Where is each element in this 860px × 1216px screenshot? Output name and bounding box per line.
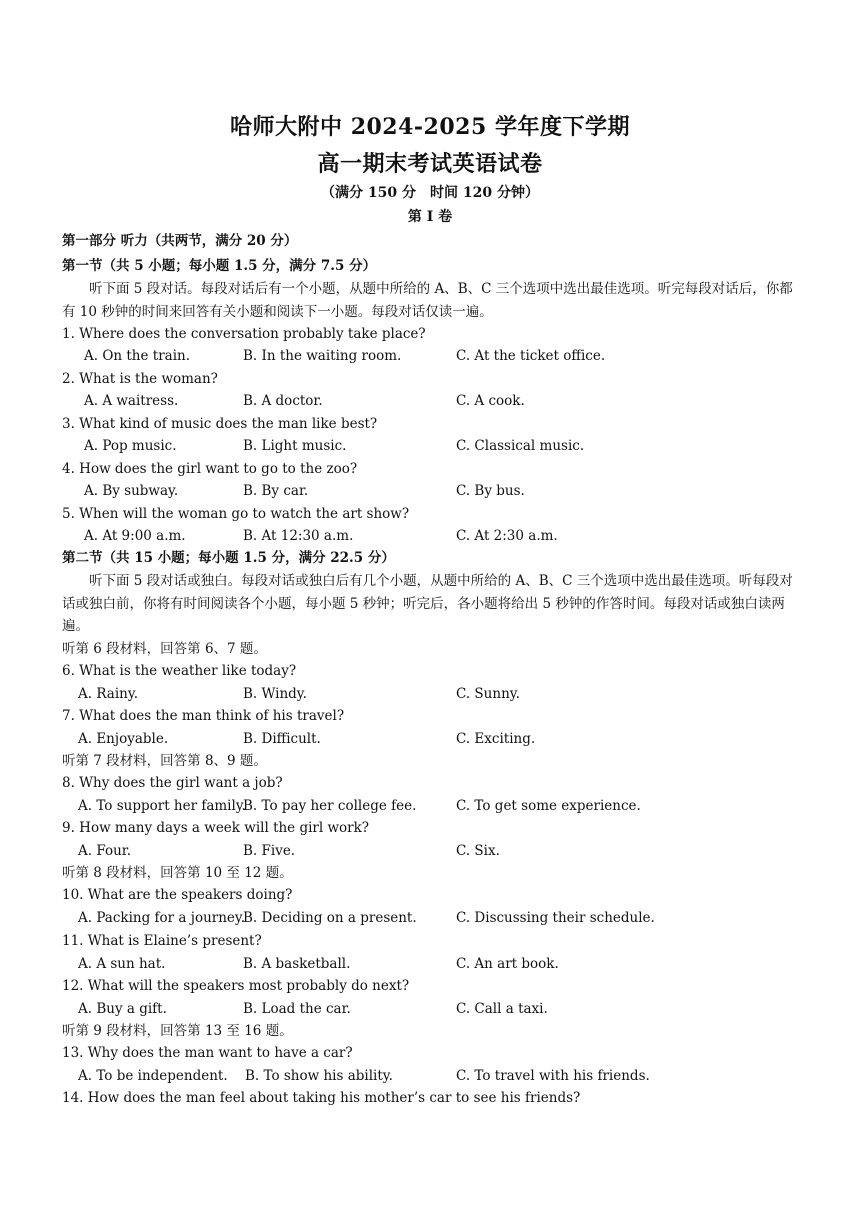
question-stem: 8. Why does the girl want a job? xyxy=(62,775,283,791)
question-stem: 4. How does the girl want to go to the zoo? xyxy=(62,461,358,477)
question-stem: 11. What is Elaine’s present? xyxy=(62,933,262,949)
section2-heading: 第二节（共 15 小题；每小题 1.5 分，满分 22.5 分） xyxy=(62,550,395,566)
question-stem: 9. How many days a week will the girl work? xyxy=(62,820,370,836)
section1-heading: 第一节（共 5 小题；每小题 1.5 分，满分 7.5 分） xyxy=(62,258,377,274)
option-c: C. Classical music. xyxy=(456,438,585,454)
section2-instructions: 听下面 5 段对话或独白。每段对话或独白后有几个小题，从题中所给的 A、B、C 三个选项中选出最佳选项。听每段对话或独白前，你将有时间阅读各个小题，每小题 5 秒钟；听完后，各小题将给出 5 秒钟的作答时间。每段对话或独白读两遍。 xyxy=(62,573,793,634)
group-label: 听第 8 段材料，回答第 10 至 12 题。 xyxy=(62,865,293,881)
option-b: B. A basketball. xyxy=(243,956,351,972)
question-stem: 1. Where does the conversation probably take place? xyxy=(62,326,426,342)
option-b: B. Deciding on a present. xyxy=(243,910,417,926)
option-a: A. Enjoyable. xyxy=(78,731,169,747)
option-b: B. By car. xyxy=(243,483,309,499)
option-a: A. A sun hat. xyxy=(78,956,166,972)
option-a: A. Rainy. xyxy=(78,686,138,702)
option-c: C. Six. xyxy=(456,843,500,859)
option-c: C. Sunny. xyxy=(456,686,520,702)
option-a: A. To support her family. xyxy=(78,798,246,814)
exam-score-time: （满分 150 分 时间 120 分钟） xyxy=(321,185,539,201)
option-c: C. An art book. xyxy=(456,956,559,972)
option-b: B. Light music. xyxy=(243,438,347,454)
option-c: C. Discussing their schedule. xyxy=(456,910,655,926)
option-b: B. Difficult. xyxy=(243,731,321,747)
option-a: A. By subway. xyxy=(84,483,179,499)
group-label: 听第 7 段材料，回答第 8、9 题。 xyxy=(62,753,267,769)
option-c: C. A cook. xyxy=(456,393,525,409)
option-c: C. To travel with his friends. xyxy=(456,1068,650,1084)
question-stem: 14. How does the man feel about taking his mother’s car to see his friends? xyxy=(62,1090,581,1106)
option-b: B. A doctor. xyxy=(243,393,323,409)
option-c: C. By bus. xyxy=(456,483,525,499)
group-label: 听第 9 段材料，回答第 13 至 16 题。 xyxy=(62,1023,293,1039)
option-a: A. Pop music. xyxy=(84,438,177,454)
option-a: A. A waitress. xyxy=(84,393,179,409)
question-stem: 6. What is the weather like today? xyxy=(62,663,297,679)
group-label: 听第 6 段材料，回答第 6、7 题。 xyxy=(62,641,267,657)
option-a: A. To be independent. xyxy=(78,1068,228,1084)
option-b: B. To show his ability. xyxy=(245,1068,393,1084)
option-b: B. Windy. xyxy=(243,686,307,702)
option-b: B. Five. xyxy=(243,843,296,859)
exam-title-school: 哈师大附中 2024-2025 学年度下学期 xyxy=(230,114,630,140)
option-c: C. At 2:30 a.m. xyxy=(456,528,558,544)
option-c: C. Call a taxi. xyxy=(456,1001,548,1017)
question-stem: 10. What are the speakers doing? xyxy=(62,887,293,903)
question-stem: 13. Why does the man want to have a car? xyxy=(62,1045,353,1061)
option-a: A. Four. xyxy=(78,843,132,859)
question-stem: 3. What kind of music does the man like best? xyxy=(62,416,378,432)
option-c: C. Exciting. xyxy=(456,731,536,747)
question-stem: 5. When will the woman go to watch the art show? xyxy=(62,506,410,522)
exam-title-subject: 高一期末考试英语试卷 xyxy=(317,151,543,177)
part1-heading: 第一部分 听力（共两节，满分 20 分） xyxy=(62,233,298,249)
option-c: C. At the ticket office. xyxy=(456,348,606,364)
option-b: B. Load the car. xyxy=(243,1001,351,1017)
option-b: B. In the waiting room. xyxy=(243,348,402,364)
option-a: A. Buy a gift. xyxy=(78,1001,167,1017)
option-c: C. To get some experience. xyxy=(456,798,641,814)
question-stem: 12. What will the speakers most probably do next? xyxy=(62,978,410,994)
volume-label: 第 I 卷 xyxy=(407,209,453,225)
option-a: A. At 9:00 a.m. xyxy=(84,528,186,544)
option-a: A. On the train. xyxy=(84,348,191,364)
question-stem: 2. What is the woman? xyxy=(62,371,218,387)
option-b: B. At 12:30 a.m. xyxy=(243,528,354,544)
option-b: B. To pay her college fee. xyxy=(243,798,417,814)
section1-instructions: 听下面 5 段对话。每段对话后有一个小题，从题中所给的 A、B、C 三个选项中选出最佳选项。听完每段对话后，你都有 10 秒钟的时间来回答有关小题和阅读下一小题。每段对话仅读一遍。 xyxy=(62,281,793,320)
option-a: A. Packing for a journey. xyxy=(78,910,246,926)
question-stem: 7. What does the man think of his travel? xyxy=(62,708,345,724)
